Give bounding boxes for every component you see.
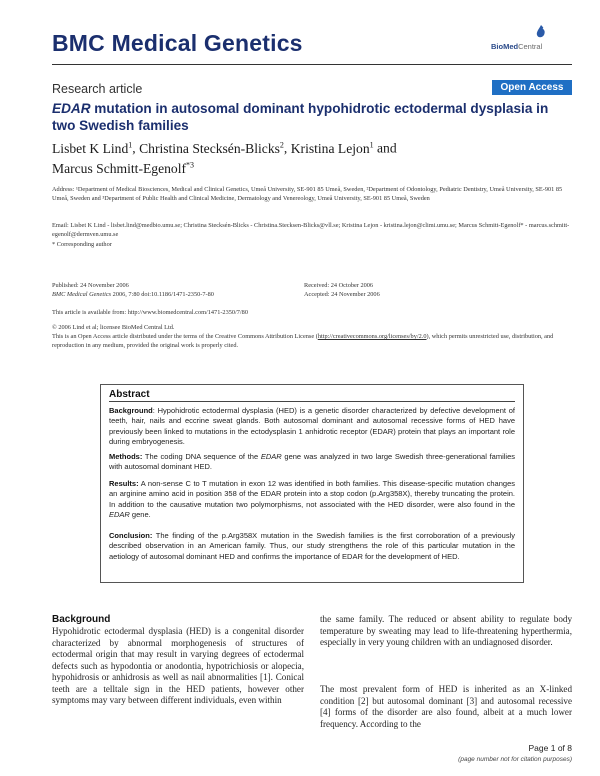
page-number-note: (page number not for citation purposes) bbox=[458, 756, 572, 763]
journal-title: BMC Medical Genetics bbox=[52, 30, 303, 56]
biomed-central-logo[interactable] bbox=[491, 24, 571, 54]
abstract-heading: Abstract bbox=[109, 389, 150, 400]
author[interactable]: Lisbet K Lind$^1$ bbox=[52, 140, 133, 156]
abstract-results: Results: A non-sense C to T mutation in exon 12 was identified in both families. This disease-specific mutation changes an arginine amino acid in position 358 of the EDAR protein into a stop codon (p.Arg358X), thereby truncating the protein. In addition to the causative mutation two polymorphisms, not associated with the HED disorder, were also found in the EDAR gene. bbox=[109, 479, 515, 520]
publication-info bbox=[52, 281, 292, 299]
body-text-right-1: the same family. The reduced or absent ability to regulate body temperature by sweating may lead to life-threatening hyperthermia, especially in very young children with an undiagnosed disorder. bbox=[320, 614, 572, 647]
biomed-logo-icon bbox=[534, 24, 548, 40]
received-accepted bbox=[304, 281, 564, 299]
published-date: Published: 24 November 2006 bbox=[52, 282, 129, 289]
article-type: Research article bbox=[52, 82, 143, 96]
license-text: This is an Open Access article distributed under the terms of the Creative Commons Attribution License (http://creativecommons.org/licenses/by/2.0), which permits unrestricted use, distribution, and reproduction in any medium, provided the original work is properly cited. bbox=[52, 333, 554, 349]
abstract-background: Background: Hypohidrotic ectodermal dysplasia (HED) is a genetic disorder characterized by defective development of teeth, hair, nails and eccrine sweat glands. Both autosomal dominant and autosomal recessive forms of HED have previously been linked to mutations in the ectodysplasin 1 anhidrotic receptor (EDAR) protein that plays an important role during embryogenesis. bbox=[109, 406, 515, 447]
section-heading-background: Background bbox=[52, 614, 111, 625]
author[interactable]: Christina Stecksén-Blicks$^2$ bbox=[139, 140, 284, 156]
corresponding-author-note: * Corresponding author bbox=[52, 241, 112, 248]
abstract-box bbox=[100, 384, 524, 583]
title-gene: EDAR bbox=[52, 101, 91, 116]
affiliations: Address: ¹Department of Medical Biosciences, Medical and Clinical Genetics, Umeå University, SE-901 85 Umeå, Sweden, ²Department of Odontology, Pediatric Dentistry, Umeå University, SE-901 85 Umeå, Sweden and ³Department of Public Health and Clinical Medicine, Dermatology and Venereology, Umeå University, SE-901 85 Umeå, Sweden bbox=[52, 186, 563, 202]
citation: BMC Medical Genetics 2006, 7:80 doi:10.1186/1471-2350-7-80 bbox=[52, 291, 214, 298]
abstract-conclusion: Conclusion: The finding of the p.Arg358X mutation in the Swedish families is the first corroboration of a previously described observation in an American family. Thus, our study strengthens the role of this particular mutation in the aetiology of autosomal dominant HED and confirms the importance of EDAR for the development of HED. bbox=[109, 531, 515, 561]
header-divider bbox=[52, 64, 572, 65]
author-list: Lisbet K Lind$^1$, Christina Stecksén-Blicks$^2$, Kristina Lejon$^1$ and Marcus Schmitt-Egenolf$^{*3}$ bbox=[52, 140, 397, 177]
body-text-left: Hypohidrotic ectodermal dysplasia (HED) is a congenital disorder characterized by abnormal morphogenesis of structures of ectodermal origin that may result in varying degrees of ectodermal defects such as hypodontia or anodontia, hypotrichiosis or alopecia, hypohidrosis or anhidrosis as well as nail abnormalities [1]. Conical teeth are a telltale sign in the HED patients, however other symptoms may vary between different individuals, even within bbox=[52, 626, 304, 705]
license-link[interactable]: http://creativecommons.org/licenses/by/2.0 bbox=[317, 333, 427, 340]
title-rest: mutation in autosomal dominant hypohidrotic ectodermal dysplasia in two Swedish families bbox=[52, 101, 549, 133]
article-title bbox=[52, 100, 572, 134]
received-date: Received: 24 October 2006 bbox=[304, 282, 374, 289]
author-emails[interactable]: Email: Lisbet K Lind - lisbet.lind@medbio.umu.se; Christina Stecksén-Blicks - Christina.Stecksen-Blicks@vll.se; Kristina Lejon - kristina.lejon@climi.umu.se; Marcus Schmitt-Egenolf* - marcus.schmitt-egenolf@dermven.umu.se bbox=[52, 222, 570, 238]
accepted-date: Accepted: 24 November 2006 bbox=[304, 291, 380, 298]
author[interactable]: Kristina Lejon$^1$ bbox=[290, 140, 374, 156]
abstract-divider bbox=[109, 401, 515, 402]
abstract-methods: Methods: The coding DNA sequence of the EDAR gene was analyzed in two large Swedish three-generational families with autosomal dominant HED. bbox=[109, 452, 515, 472]
publisher-name: BioMedCentral bbox=[491, 42, 543, 51]
page-number: Page 1 of 8 bbox=[528, 743, 572, 753]
body-text-right-2: The most prevalent form of HED is inherited as an X-linked condition [2] but autosomal dominant [3] and autosomal recessive [4] forms of the disorder are also found, albeit at a much lower frequency. According to the bbox=[320, 684, 572, 729]
article-url[interactable]: This article is available from: http://www.biomedcentral.com/1471-2350/7/80 bbox=[52, 309, 248, 316]
open-access-badge: Open Access bbox=[492, 80, 572, 95]
author[interactable]: Marcus Schmitt-Egenolf$^{*3}$ bbox=[52, 160, 195, 177]
copyright: © 2006 Lind et al; licensee BioMed Central Ltd. bbox=[52, 324, 175, 331]
